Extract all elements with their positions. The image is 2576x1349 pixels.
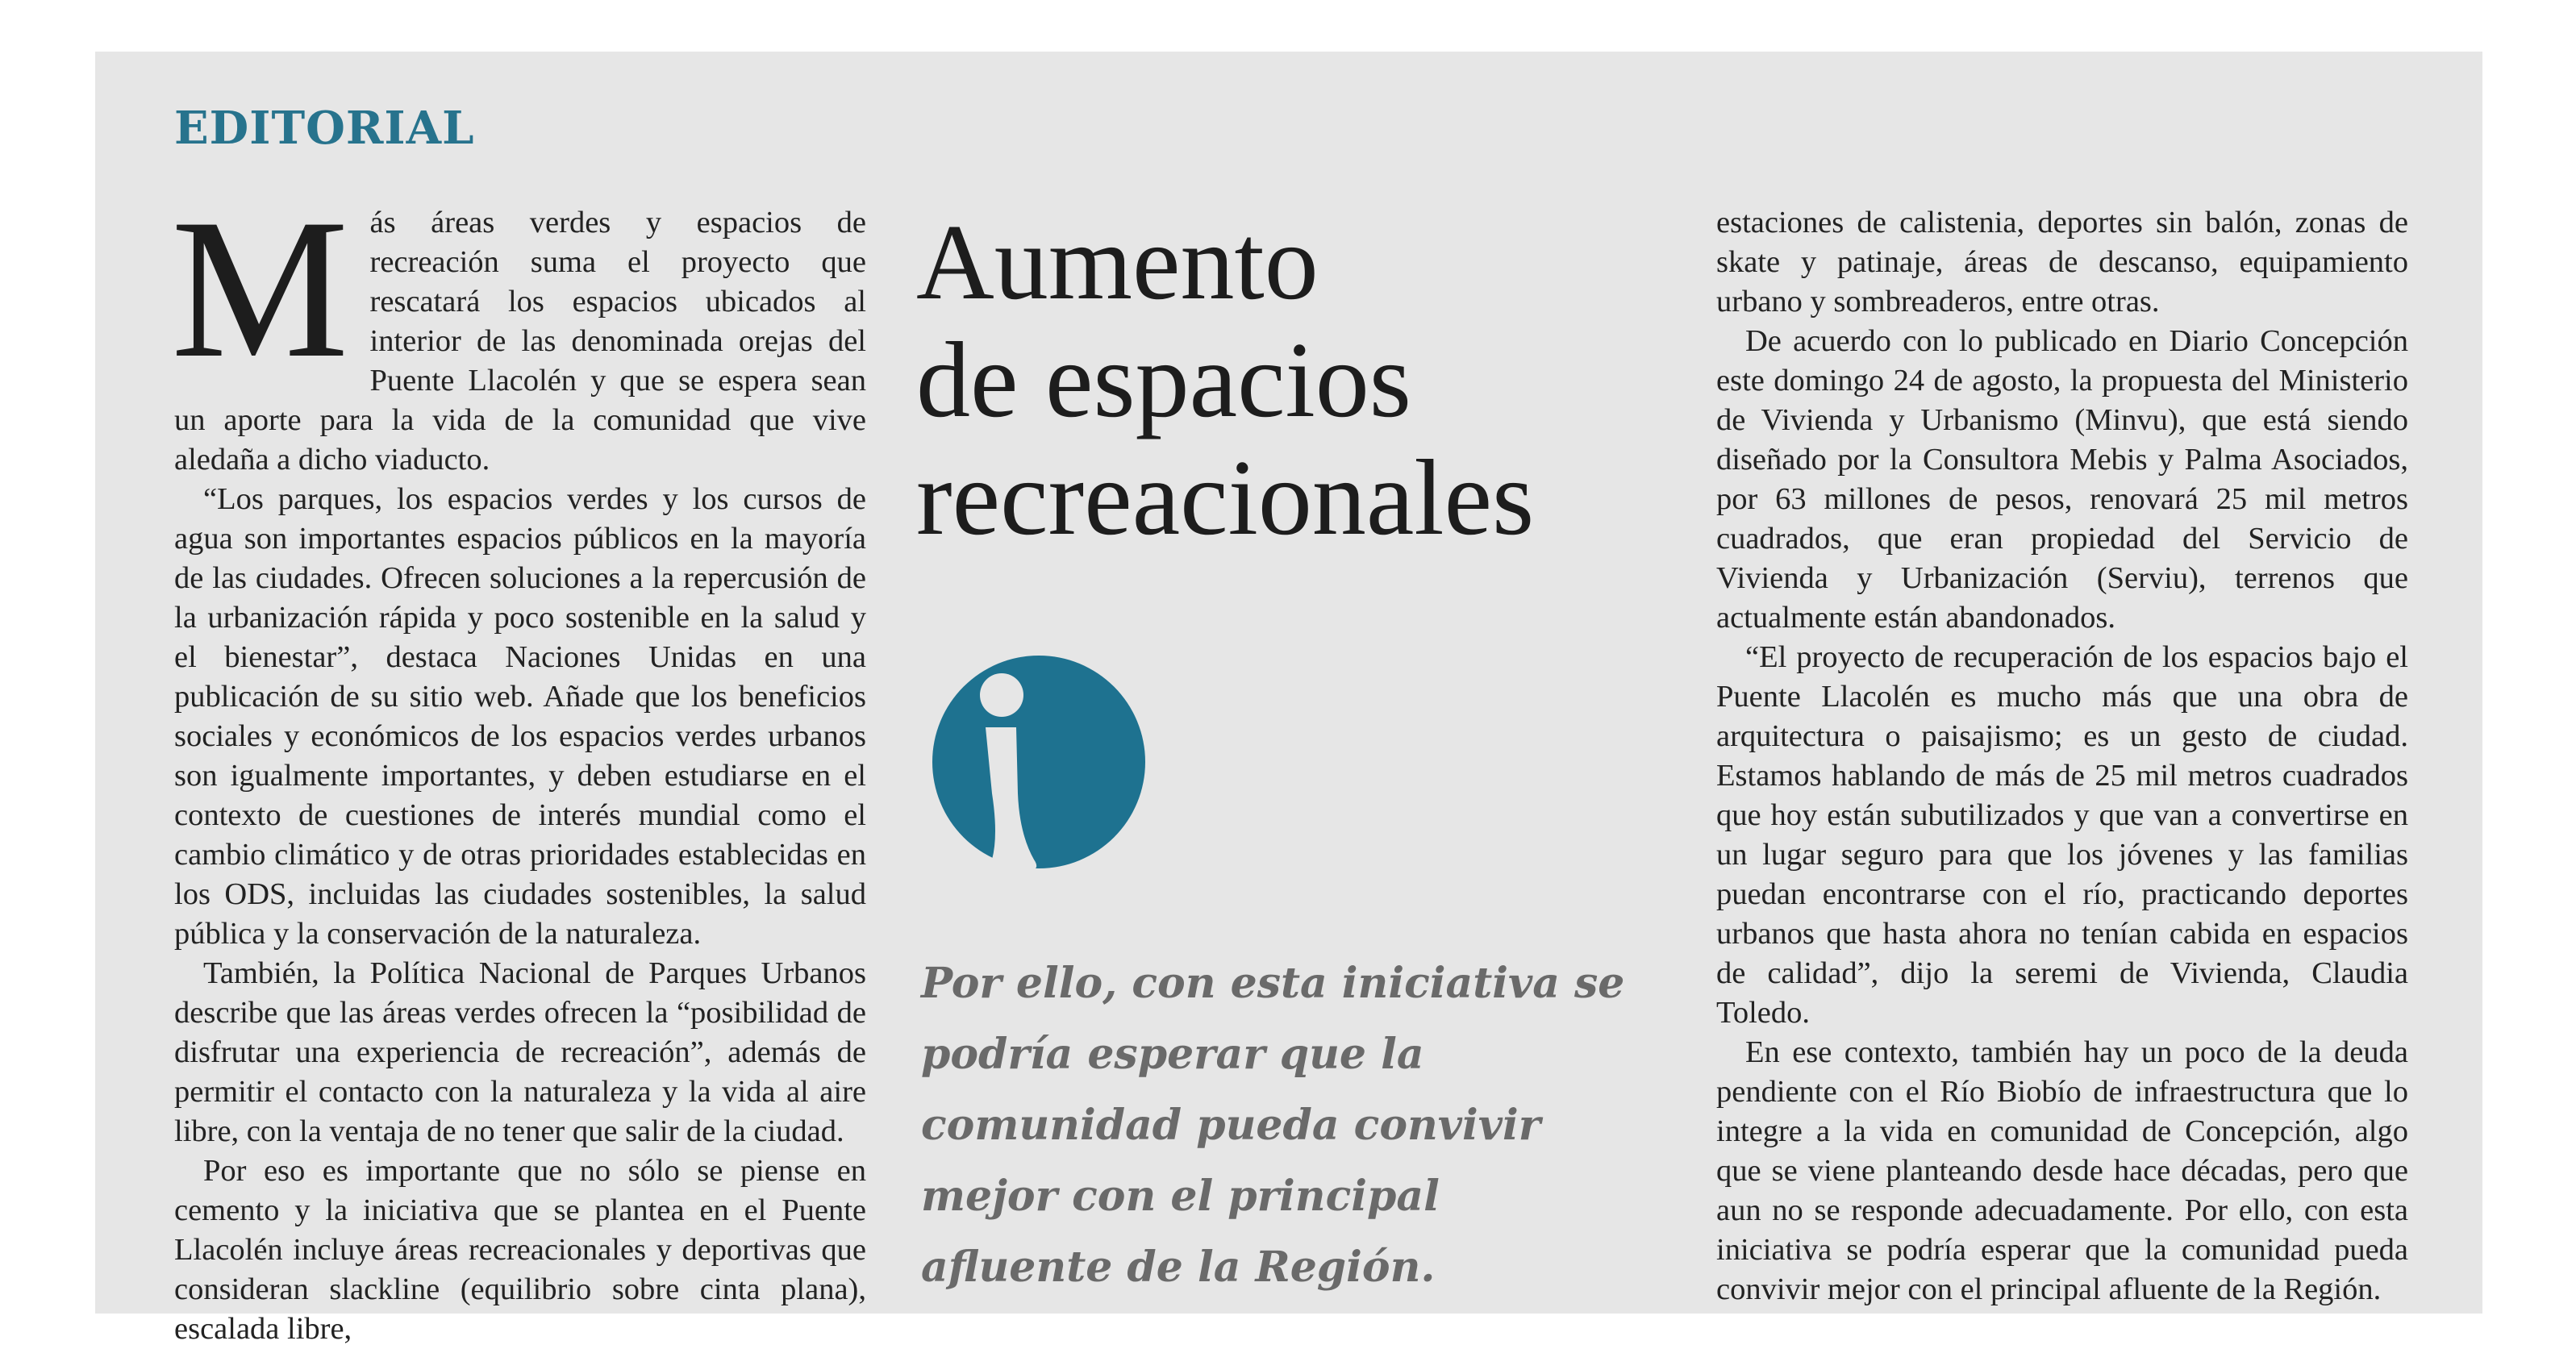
article-paragraph: estaciones de calistenia, deportes sin balón, zonas de skate y patinaje, áreas de descanso, equipamiento urbano y sombreaderos, entre otras. (1716, 206, 2408, 319)
info-i-icon (929, 648, 1148, 876)
logo-circle (932, 656, 1145, 868)
section-label: EDITORIAL (174, 102, 475, 155)
headline (916, 203, 1642, 556)
article-paragraph: “Los parques, los espacios verdes y los cursos de agua son importantes espacios públicos en la mayoría de las ciudades. Ofrecen soluciones a la repercusión de la urbanización rápida y poco sostenible en la salud y el bienestar”, destaca Naciones Unidas en una publicación de su sitio web. Añade que los beneficios sociales y económicos de los espacios verdes urbanos son igualmente importantes, y deben estudiarse en el contexto de cuestiones de interés mundial como el cambio climático y de otras prioridades establecidas en los ODS, incluidas las ciudades sostenibles, la salud pública y la conservación de la naturaleza. (174, 482, 866, 951)
paragraph-text: ás áreas verdes y espacios de recreación suma el proyecto que rescatará los espacios ubicados al interior de las denominada orejas del Puente Llacolén y que se espera sean un aporte para la vida de la comunidad que vive aledaña a dicho viaducto. (174, 206, 866, 477)
drop-cap: M (171, 177, 349, 399)
article-column-3 (1716, 203, 2408, 1309)
article-paragraph: También, la Política Nacional de Parques Urbanos describe que las áreas verdes ofrecen la “posibilidad de disfrutar una experiencia de recreación”, además de permitir el contacto con la naturaleza y la vida al aire libre, con la ventaja de no tener que salir de la ciudad. (174, 956, 866, 1148)
article-column-1 (171, 177, 866, 1349)
headline-line: de espacios (916, 320, 1411, 439)
headline-line: recreacionales (916, 438, 1535, 557)
pull-quote: Por ello, con esta iniciativa se podría esperar que la comunidad pueda convivir mejor con el principal afluente de la Región. (921, 959, 1625, 1292)
article-paragraph: De acuerdo con lo publicado en Diario Concepción este domingo 24 de agosto, la propuesta del Ministerio de Vivienda y Urbanismo (Minvu), que está siendo diseñado por la Consultora Mebis y Palma Asociados, por 63 millones de pesos, renovará 25 mil metros cuadrados, que eran propiedad del Servicio de Vivienda y Urbanización (Serviu), terrenos que actualmente están abandonados. (1716, 324, 2408, 635)
logo-dot (980, 673, 1023, 717)
article-paragraph: Por eso es importante que no sólo se piense en cemento y la iniciativa que se plantea en el Puente Llacolén incluye áreas recreacionales y deportivas que consideran slackline (equilibrio sobre cinta plana), escalada libre, (174, 1154, 866, 1346)
article-paragraph: En ese contexto, también hay un poco de la deuda pendiente con el Río Biobío de infraestructura que lo integre a la vida en comunidad de Concepción, algo que se viene planteando desde hace décadas, pero que aun no se responde adecuadamente. Por ello, con esta iniciativa se podría esperar que la comunidad pueda convivir mejor con el principal afluente de la Región. (1716, 1035, 2408, 1306)
article-paragraph (171, 177, 866, 480)
article-paragraph: “El proyecto de recuperación de los espacios bajo el Puente Llacolén es mucho más que una obra de arquitectura o paisajismo; es un gesto de ciudad. Estamos hablando de más de 25 mil metros cuadrados que hoy están subutilizados y que van a convertirse en un lugar seguro para que los jóvenes y las familias puedan encontrarse con el río, practicando deportes urbanos que hasta ahora no tenían cabida en espacios de calidad”, dijo la seremi de Vivienda, Claudia Toledo. (1716, 640, 2408, 1030)
headline-line: Aumento (916, 202, 1319, 322)
